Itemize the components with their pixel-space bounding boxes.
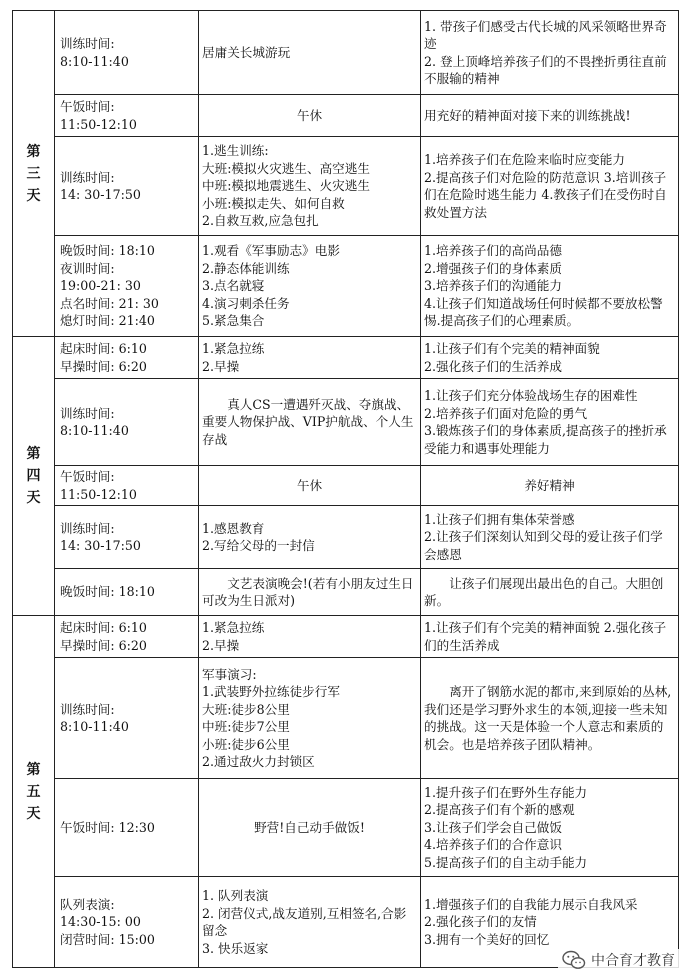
goal-cell: 1.培养孩子们在危险来临时应变能力 2.提高孩子们对危险的防范意识 3.培训孩子们在危险时逃生能力 4.教孩子们在受伤时自救处置方法 — [421, 137, 679, 236]
activity-cell: 1.紧急拉练 2.早操 — [199, 616, 421, 658]
table-row — [13, 779, 679, 877]
time-cell: 晚饭时间: 18:10 — [55, 569, 199, 616]
table-row — [13, 337, 679, 379]
time-cell: 训练时间: 14: 30-17:50 — [55, 137, 199, 236]
goal-cell: 1.让孩子们有个完美的精神面貌 2.强化孩子们的生活养成 — [421, 337, 679, 379]
table-row — [13, 11, 679, 95]
goal-cell: 1.提升孩子们在野外生存能力 2.提高孩子们有个新的感观 3.让孩子们学会自己做饭 4.培养孩子们的合作意识 5.提高孩子们的自主动手能力 — [421, 779, 679, 877]
time-cell: 队列表演: 14:30-15: 00 闭营时间: 15:00 — [55, 877, 199, 968]
activity-cell: 午休 — [199, 95, 421, 137]
schedule-table — [12, 10, 679, 968]
table-row — [13, 137, 679, 236]
table-row — [13, 616, 679, 658]
activity-cell: 1. 队列表演 2. 闭营仪式,战友道别,互相签名,合影留念 3. 快乐返家 — [199, 877, 421, 968]
day-label-5: 第 五 天 — [13, 616, 55, 968]
activity-cell: 军事演习: 1.武装野外拉练徒步行军 大班:徒步8公里 中班:徒步7公里 小班:徒步6公里 2.通过敌火力封锁区 — [199, 658, 421, 779]
time-cell: 晚饭时间: 18:10 夜训时间: 19:00-21: 30 点名时间: 21: 30 熄灯时间: 21:40 — [55, 236, 199, 337]
goal-cell: 1.让孩子们拥有集体荣誉感 2.让孩子们深刻认知到父母的爱让孩子们学会感恩 — [421, 506, 679, 569]
time-cell: 午饭时间: 11:50-12:10 — [55, 95, 199, 137]
activity-cell: 真人CS一遭遇歼灭战、夺旗战、重要人物保护战、VIP护航战、个人生存战 — [199, 379, 421, 466]
goal-cell: 1.让孩子们充分体验战场生存的困难性 2.培养孩子们面对危险的勇气 3.锻炼孩子们的身体素质,提高孩子的挫折承受能力和遇事处理能力 — [421, 379, 679, 466]
time-cell: 起床时间: 6:10 早操时间: 6:20 — [55, 337, 199, 379]
goal-cell: 1. 带孩子们感受古代长城的风采领略世界奇迹 2. 登上顶峰培养孩子们的不畏挫折勇往直前不服输的精神 — [421, 11, 679, 95]
activity-cell: 1.观看《军事励志》电影 2.静态体能训练 3.点名就寝 4.演习刺杀任务 5.紧急集合 — [199, 236, 421, 337]
table-row — [13, 569, 679, 616]
day-label-4: 第 四 天 — [13, 337, 55, 616]
activity-cell: 1.逃生训练: 大班:模拟火灾逃生、高空逃生 中班:模拟地震逃生、火灾逃生 小班:模拟走失、如何自救 2.自救互救,应急包扎 — [199, 137, 421, 236]
time-cell: 起床时间: 6:10 早操时间: 6:20 — [55, 616, 199, 658]
day-label-3: 第 三 天 — [13, 11, 55, 337]
activity-cell: 1.感恩教育 2.写给父母的一封信 — [199, 506, 421, 569]
activity-cell: 1.紧急拉练 2.早操 — [199, 337, 421, 379]
activity-cell: 文艺表演晚会!(若有小朋友过生日可改为生日派对) — [199, 569, 421, 616]
time-cell: 训练时间: 8:10-11:40 — [55, 379, 199, 466]
table-row — [13, 95, 679, 137]
goal-cell: 1.培养孩子们的高尚品德 2.增强孩子们的身体素质 3.培养孩子们的沟通能力 4.让孩子们知道战场任何时候都不要放松警惕.提高孩子们的心理素质。 — [421, 236, 679, 337]
goal-cell: 1.让孩子们有个完美的精神面貌 2.强化孩子们的生活养成 — [421, 616, 679, 658]
table-row — [13, 658, 679, 779]
goal-cell: 养好精神 — [421, 466, 679, 506]
activity-cell: 野营!自己动手做饭! — [199, 779, 421, 877]
time-cell: 训练时间: 8:10-11:40 — [55, 11, 199, 95]
time-cell: 训练时间: 14: 30-17:50 — [55, 506, 199, 569]
watermark — [558, 949, 679, 971]
goal-cell: 1.增强孩子们的自我能力展示自我风采 2.强化孩子们的友情 3.拥有一个美好的回忆 — [421, 877, 679, 968]
activity-cell: 午休 — [199, 466, 421, 506]
table-row — [13, 506, 679, 569]
watermark-text: 中合育才教育 — [591, 953, 675, 969]
time-cell: 午饭时间: 12:30 — [55, 779, 199, 877]
goal-cell: 离开了钢筋水泥的都市,来到原始的丛林,我们还是学习野外求生的本领,迎接一些未知的挑战。这一天是体验一个人意志和素质的机会。也是培养孩子团队精神。 — [421, 658, 679, 779]
table-row — [13, 466, 679, 506]
activity-cell: 居庸关长城游玩 — [199, 11, 421, 95]
time-cell: 训练时间: 8:10-11:40 — [55, 658, 199, 779]
table-row — [13, 379, 679, 466]
goal-cell: 让孩子们展现出最出色的自己。大胆创新。 — [421, 569, 679, 616]
table-row — [13, 236, 679, 337]
wechat-icon — [562, 950, 586, 970]
goal-cell: 用充好的精神面对接下来的训练挑战! — [421, 95, 679, 137]
time-cell: 午饭时间: 11:50-12:10 — [55, 466, 199, 506]
